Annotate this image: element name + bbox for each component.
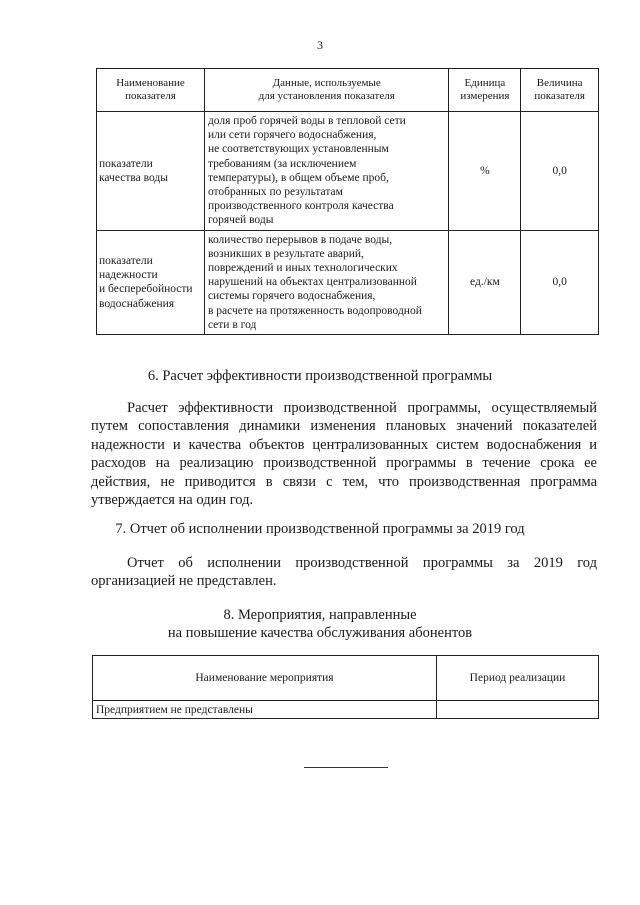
header-value	[521, 69, 599, 112]
cell-line: в расчете на протяженность водопроводной	[207, 304, 422, 317]
cell-line: качества воды	[99, 171, 168, 184]
table-row	[97, 230, 599, 334]
row-description	[204, 230, 449, 334]
row-period	[437, 701, 599, 719]
table-row	[97, 112, 599, 231]
row-value: 0,0	[521, 112, 599, 231]
header-text: показателя	[534, 90, 585, 102]
row-unit: %	[449, 112, 521, 231]
cell-line: показатели	[99, 254, 153, 267]
section-8-title-line1: 8. Мероприятия, направленные	[223, 607, 417, 623]
page-number: 3	[317, 38, 323, 52]
section-7-text	[91, 554, 597, 591]
cell-line: производственного контроля качества	[207, 200, 394, 213]
closing-rule	[304, 767, 388, 768]
cell-line: отобранных по результатам	[207, 186, 343, 199]
cell-line: надежности	[99, 269, 158, 282]
header-data-used	[204, 69, 449, 112]
table-header-row	[93, 656, 599, 701]
row-indicator-name	[97, 230, 205, 334]
header-period: Период реализации	[437, 656, 599, 701]
cell-line: показатели	[99, 157, 153, 170]
cell-line: или сети горячего водоснабжения,	[207, 129, 377, 142]
cell-line: возникших в результате аварий,	[207, 247, 364, 260]
cell-line: и бесперебойности	[99, 283, 193, 296]
section-6-body: Расчет эффективности производственной программы, осуществляемый путем сопоставления динамики изменения плановых значений показателей надежности и качества объектов централизованных систем водоснабжения и расходов на реализацию производственной программы в течение срока ее действия, не приводится в связи с тем, что производственная программа утверждается на один год.	[91, 400, 597, 509]
cell-line: требованиям (за исключением	[207, 157, 357, 170]
cell-line: нарушений на объектах централизованной	[207, 276, 417, 289]
header-text: Наименование	[116, 77, 185, 89]
section-8-title-line2: на повышение качества обслуживания абонентов	[167, 625, 473, 641]
table-header-row	[97, 69, 599, 112]
section-6-text	[91, 399, 597, 509]
header-text: измерения	[460, 90, 510, 102]
header-measure-name: Наименование мероприятия	[93, 656, 437, 701]
header-text: для установления показателя	[258, 90, 395, 102]
header-unit	[449, 69, 521, 112]
cell-line: температуры), в общем объеме проб,	[207, 171, 389, 184]
section-7-title: 7. Отчет об исполнении производственной программы за 2019 год	[115, 521, 525, 537]
header-text: Данные, используемые	[272, 77, 381, 89]
cell-line: горячей воды	[207, 214, 274, 227]
cell-line: не соответствующих установленным	[207, 143, 389, 156]
row-indicator-name	[97, 112, 205, 231]
row-value: 0,0	[521, 230, 599, 334]
row-unit: ед./км	[449, 230, 521, 334]
indicators-table	[96, 68, 599, 335]
header-text: показателя	[125, 90, 176, 102]
cell-line: доля проб горячей воды в тепловой сети	[207, 115, 406, 127]
cell-line: системы горячего водоснабжения,	[207, 290, 376, 303]
cell-line: повреждений и иных технологических	[207, 262, 398, 275]
header-text: Величина	[536, 77, 583, 89]
cell-line: количество перерывов в подаче воды,	[207, 233, 393, 246]
table-row	[93, 701, 599, 719]
cell-line: сети в год	[207, 318, 257, 331]
row-description	[204, 112, 449, 231]
section-7-body: Отчет об исполнении производственной программы за 2019 год организацией не представлен.	[91, 555, 597, 590]
cell-line: водоснабжения	[99, 297, 175, 310]
header-text: Единица	[464, 77, 506, 89]
section-6-title: 6. Расчет эффективности производственной программы	[147, 368, 493, 384]
measures-table	[92, 655, 599, 719]
header-indicator-name	[97, 69, 205, 112]
row-measure-name: Предприятием не представлены	[93, 701, 437, 719]
